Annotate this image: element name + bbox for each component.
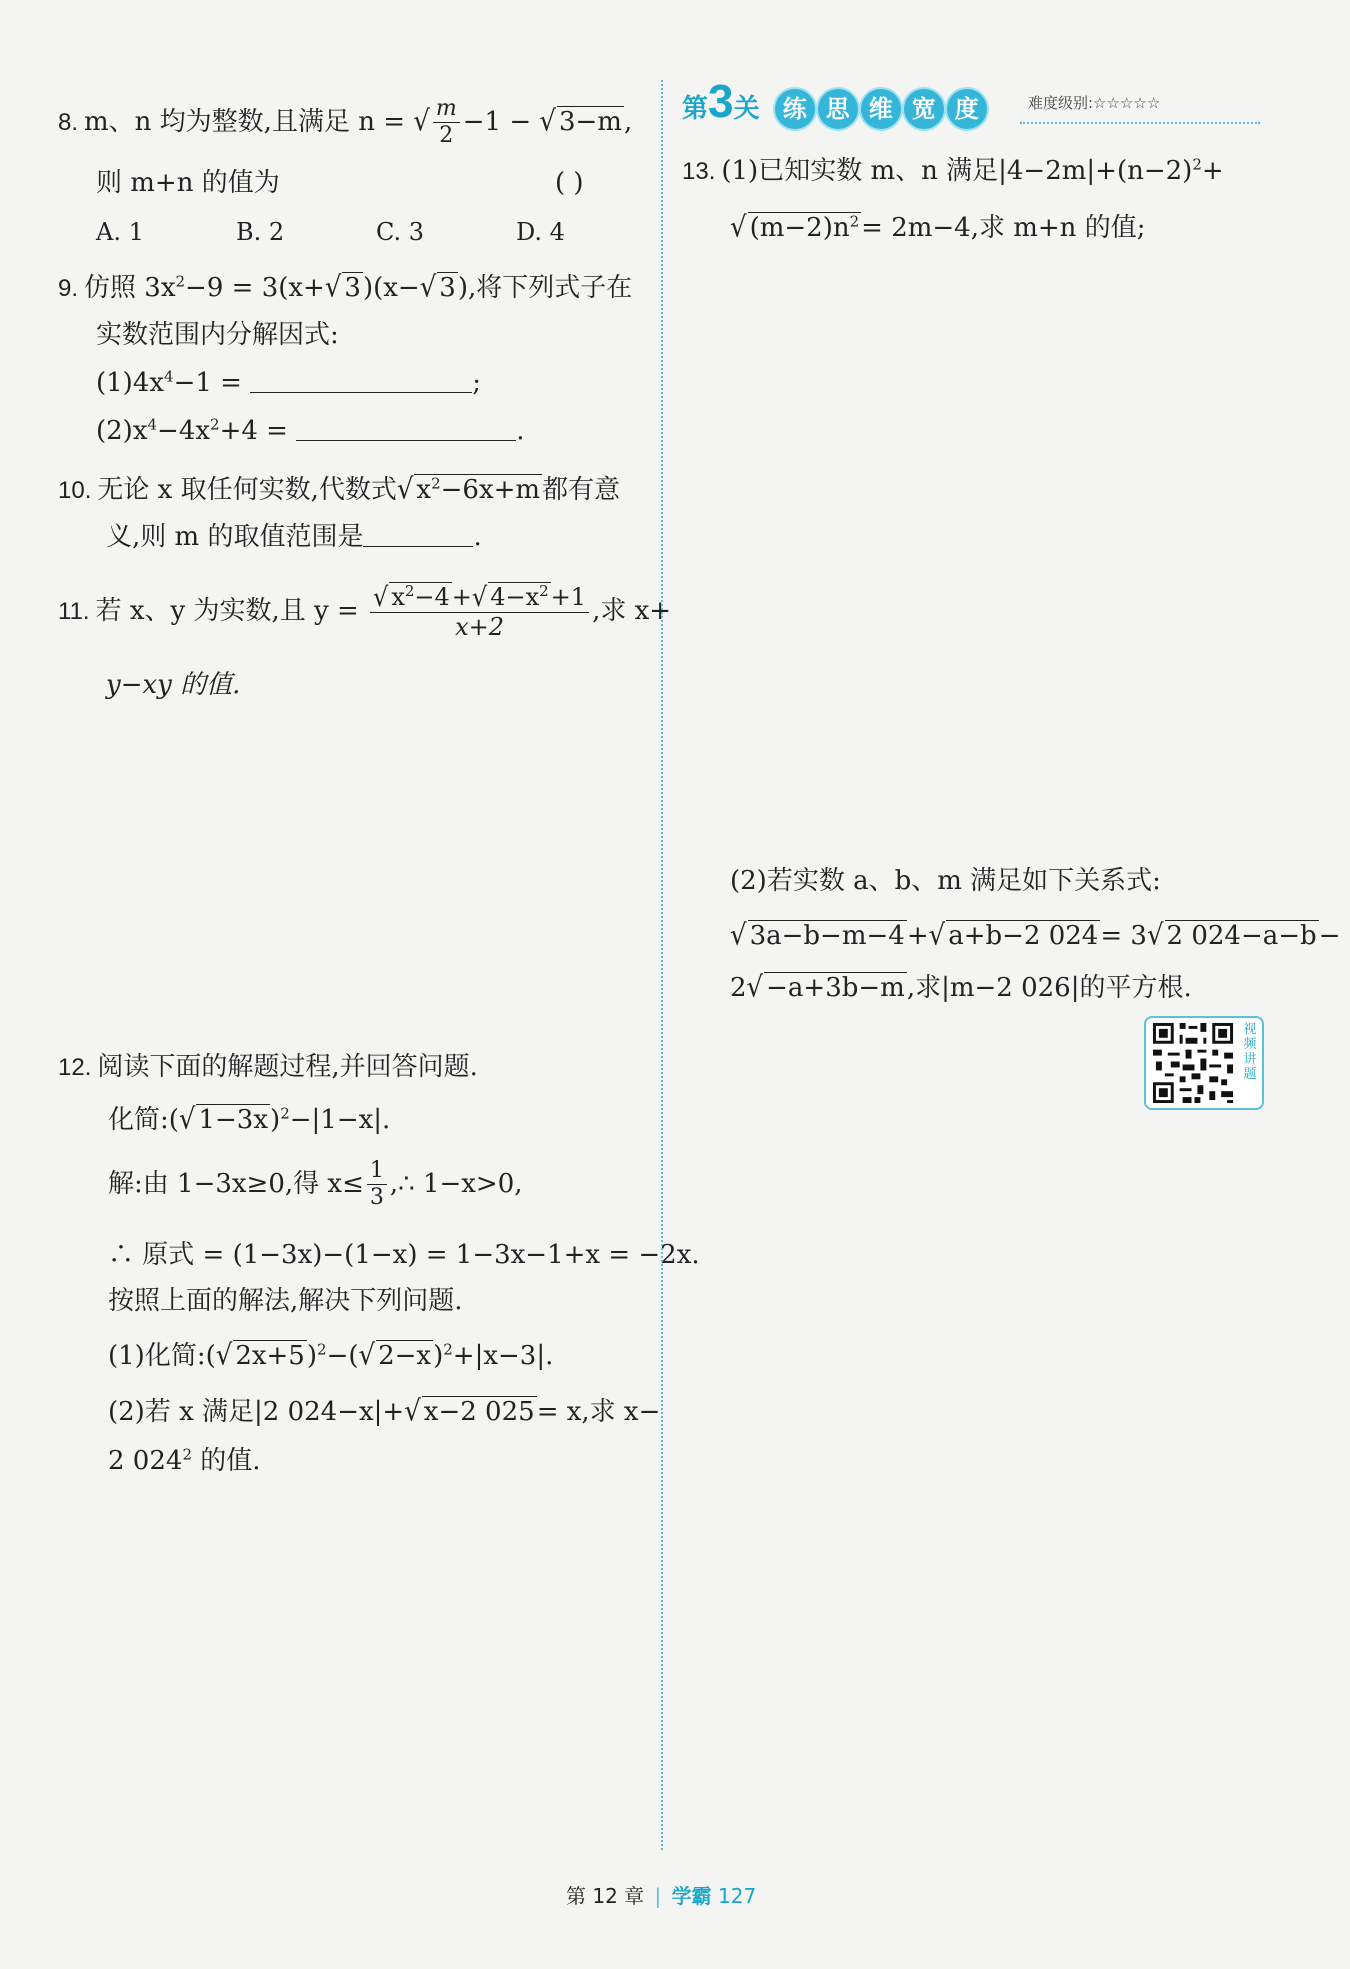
question-12-follow: 按照上面的解法,解决下列问题. [108, 1286, 463, 1316]
question-number: 8. [58, 108, 79, 136]
answer-paren[interactable]: ( ) [555, 168, 584, 198]
question-12-part1: (1)化简:(√ 2x+5)$^2$−(√ 2−x)$^2$+|x−3|. [108, 1339, 554, 1373]
question-8-line2: 则 m+n 的值为 [96, 168, 280, 198]
question-9-part1: $(1)4x^4-1$ = ; [96, 367, 482, 398]
column-divider [661, 80, 663, 1850]
chapter-label: 第 12 章 [566, 1884, 645, 1908]
page-number: 127 [718, 1884, 757, 1908]
question-12-part2-line2: 2 $024^2$ 的值. [108, 1445, 261, 1476]
question-12-solution: 解:由 1−3x≥0,得 x≤ $\frac{1}{3}$ ,∴ 1−x>0, [108, 1158, 523, 1211]
question-11-line1: 11. 若 x、y 为实数,且 y = $\frac{√ x^2-4+√ 4-x^2+1}{x+2}$ ,求 x+ [58, 581, 672, 641]
answer-blank[interactable] [250, 368, 472, 393]
difficulty-rating: 难度级别:☆☆☆☆☆ [1028, 94, 1161, 112]
question-9-line2: 实数范围内分解因式: [96, 320, 339, 350]
brand-label: 学霸 [671, 1884, 712, 1908]
section-banner: 第3关 练 思 维 宽 度 [682, 74, 990, 129]
question-8-options [96, 218, 656, 247]
question-13-part1-line2: √ $(m-2)n^2= 2m-4$,求 m+n 的值; [730, 211, 1146, 245]
question-12-part2: (2)若 x 满足|2 024−x|+√ x−2 025= x,求 x− [108, 1395, 661, 1429]
option-c[interactable]: C. 3 [376, 218, 425, 246]
question-12-simplify: 化简:(√ 1−3x)$^2$−|1−x|. [108, 1103, 391, 1137]
option-b[interactable]: B. 2 [236, 218, 285, 246]
question-9-line1: 9. 仿照 $3x^2-9 = 3(x+√$ 3)(x−√ 3),将下列式子在 [58, 271, 633, 305]
question-13-part2-line2: √ 3a−b−m−4+√ a+b−2 024= 3√ 2 024−a−b− [730, 919, 1341, 953]
question-12-original: ∴ 原式 = (1−3x)−(1−x) = 1−3x−1+x = −2x. [108, 1240, 700, 1270]
question-10-line1: 10. 无论 x 取任何实数,代数式√ $x^2-6x+m$都有意 [58, 473, 621, 507]
option-d[interactable]: D. 4 [516, 218, 565, 246]
answer-blank[interactable] [296, 416, 516, 441]
qr-code-icon [1150, 1020, 1236, 1106]
question-10-line2: 义,则 m 的取值范围是 . [106, 522, 482, 552]
fraction: $\frac{√ x^2-4+√ 4-x^2+1}{x+2}$ [370, 582, 589, 642]
banner-underline [1020, 122, 1260, 124]
question-9-part2: $(2)x^4-4x^2+4$ = . [96, 415, 525, 446]
page-footer: 第 12 章 | 学霸 127 [566, 1884, 757, 1908]
question-8-line1: 8. m、n 均为整数,且满足 n = √ $\frac{m}{2}$ −1 − √ 3−m, [58, 96, 633, 149]
question-12-title: 12. 阅读下面的解题过程,并回答问题. [58, 1052, 478, 1082]
fraction: $\frac{m}{2}$ [433, 96, 460, 150]
question-13-part1: 13. (1)已知实数 m、n 满足$|4-2m|+(n-2)^2+$ [682, 155, 1224, 186]
question-11-line2: y−xy 的值. [106, 670, 241, 700]
question-13-part2: (2)若实数 a、b、m 满足如下关系式: [730, 866, 1161, 896]
answer-blank[interactable] [363, 522, 473, 547]
option-a[interactable]: A. 1 [96, 218, 144, 246]
video-qr-code[interactable] [1144, 1016, 1264, 1110]
question-13-part2-line3: 2√ −a+3b−m,求|m−2 026|的平方根. [730, 971, 1192, 1005]
qr-label: 视频讲题 [1243, 1022, 1257, 1082]
